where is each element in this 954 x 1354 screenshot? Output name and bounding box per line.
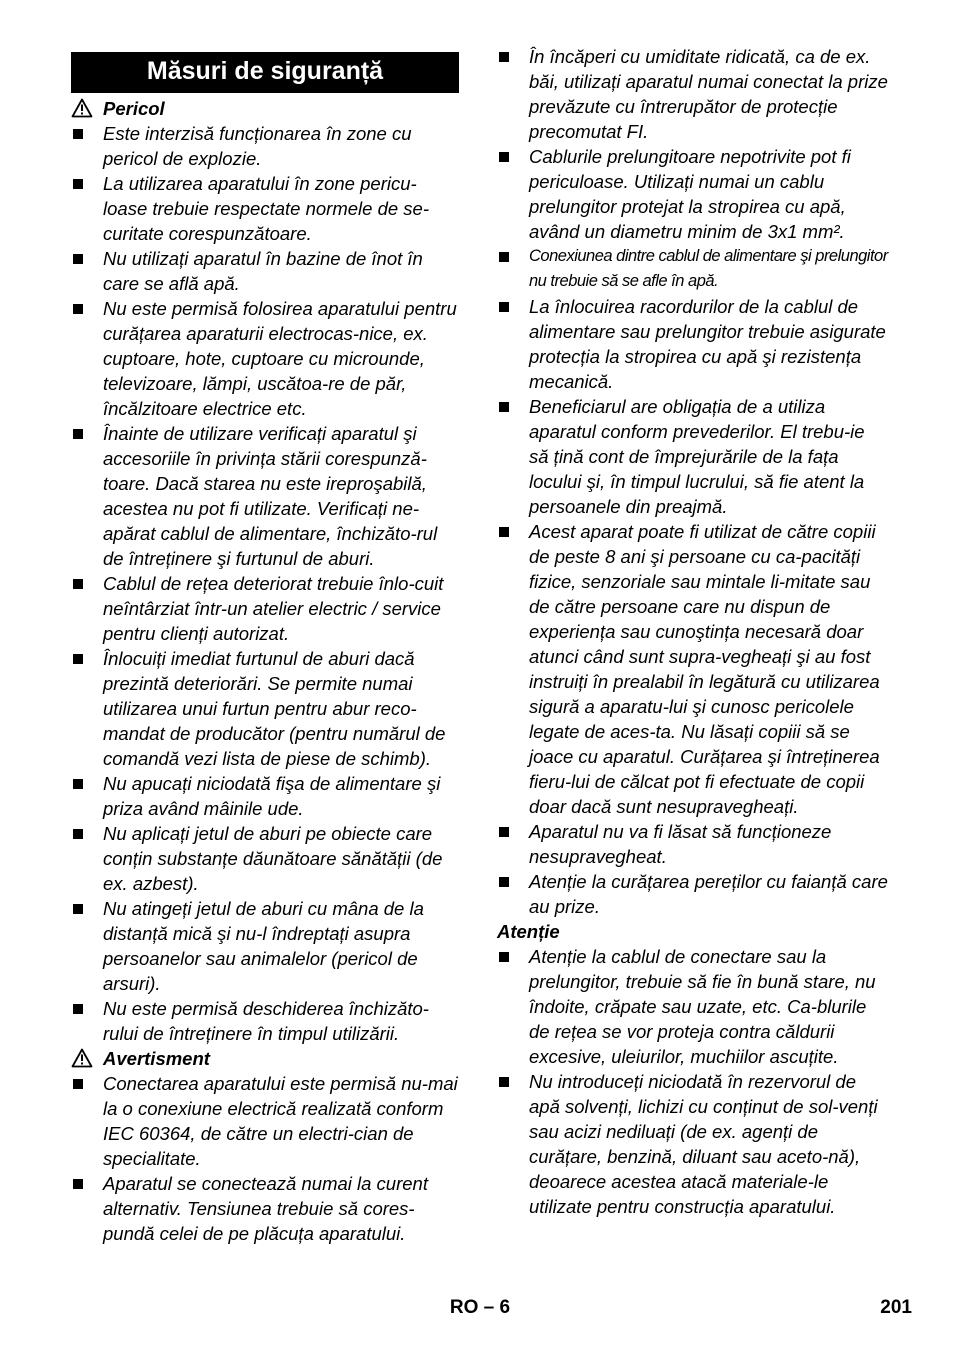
list-item: La utilizarea aparatului în zone pericu-loase trebuie respectate normele de se-curitate corespunzătoare.: [71, 171, 459, 246]
bullet-icon: [499, 252, 509, 262]
danger-heading-label: Pericol: [103, 98, 165, 119]
caution-heading-label: Atenție: [497, 921, 560, 942]
list-item: Aparatul se conectează numai la curent alternativ. Tensiunea trebuie să cores-pundă celei de pe plăcuța aparatului.: [71, 1171, 459, 1246]
bullet-icon: [73, 579, 83, 589]
bullet-icon: [73, 904, 83, 914]
caution-list: [497, 944, 889, 1219]
list-item: Atenție la curățarea pereților cu faianță care au prize.: [497, 869, 889, 919]
bullet-icon: [499, 302, 509, 312]
bullet-icon: [499, 827, 509, 837]
bullet-icon: [499, 402, 509, 412]
bullet-icon: [499, 877, 509, 887]
list-item: Nu este permisă deschiderea închizăto-rului de întreținere în timpul utilizării.: [71, 996, 459, 1046]
bullet-icon: [73, 1004, 83, 1014]
footer-page-number: 201: [880, 1297, 912, 1318]
bullet-icon: [73, 1079, 83, 1089]
bullet-icon: [73, 829, 83, 839]
bullet-icon: [73, 779, 83, 789]
list-item: Înainte de utilizare verificați aparatul şi accesoriile în privința stării corespunză-toare. Dacă starea nu este ireproşabilă, acestea nu pot fi utilizate. Verificați ne-apărat cablul de alimentare, închizăto-rul de întreținere şi furtunul de aburi.: [71, 421, 459, 571]
list-item: Acest aparat poate fi utilizat de către copiii de peste 8 ani şi persoane cu ca-pacități fizice, senzoriale sau mintale li-mitate sau de către persoane care nu dispun de experiența sau cunoştința necesară doar atunci când sunt supra-vegheați şi au fost instruiți în prealabil în legătură cu utilizarea sigură a aparatu-lui şi cunosc pericolele legate de aces-ta. Nu lăsați copiii să se joace cu aparatul. Curățarea şi întreținerea fieru-lui de călcat pot fi efectuate de copii doar dacă sunt nesupravegheați.: [497, 519, 889, 819]
list-item: La înlocuirea racordurilor de la cablul de alimentare sau prelungitor trebuie asigurate protecția la stropirea cu apă şi rezistența mecanică.: [497, 294, 889, 394]
list-item: Nu apucați niciodată fişa de alimentare şi priza având mâinile ude.: [71, 771, 459, 821]
list-item: Conectarea aparatului este permisă nu-mai la o conexiune electrică realizată conform IEC 60364, de către un electri-cian de specialitate.: [71, 1071, 459, 1171]
page-title: Măsuri de siguranță: [71, 52, 459, 93]
right-column: [497, 44, 889, 1219]
warning-list: [71, 1071, 459, 1246]
warning-triangle-icon: [71, 1048, 93, 1070]
bullet-icon: [499, 527, 509, 537]
bullet-icon: [73, 1179, 83, 1189]
list-item: Înlocuiți imediat furtunul de aburi dacă prezintă deteriorări. Se permite numai utilizarea unui furtun pentru abur reco-mandat de producător (pentru numărul de comandă vezi lista de piese de schimb).: [71, 646, 459, 771]
list-item: Nu introduceți niciodată în rezervorul de apă solvenți, lichizi cu conținut de sol-venți sau acizi nediluați (de ex. agenți de curățare, benzină, diluant sau aceto-nă), deoarece acestea atacă materiale-le utilizate pentru construcția aparatului.: [497, 1069, 889, 1219]
bullet-icon: [499, 52, 509, 62]
list-item: Cablul de rețea deteriorat trebuie înlo-cuit neîntârziat într-un atelier electric / service pentru clienți autorizat.: [71, 571, 459, 646]
list-item: Nu aplicați jetul de aburi pe obiecte care conțin substanțe dăunătoare sănătății (de ex. azbest).: [71, 821, 459, 896]
bullet-icon: [73, 129, 83, 139]
bullet-icon: [499, 152, 509, 162]
bullet-icon: [73, 254, 83, 264]
bullet-icon: [499, 952, 509, 962]
list-item: Este interzisă funcționarea în zone cu pericol de explozie.: [71, 121, 459, 171]
list-item: Conexiunea dintre cablul de alimentare şi prelungitor nu trebuie să se afle în apă.: [497, 244, 889, 294]
bullet-icon: [73, 654, 83, 664]
bullet-icon: [73, 179, 83, 189]
warning-triangle-icon: [71, 98, 93, 120]
footer-page-label: RO – 6: [449, 1297, 511, 1318]
list-item: Atenție la cablul de conectare sau la prelungitor, trebuie să fie în bună stare, nu îndoite, crăpate sau uzate, etc. Ca-blurile de rețea se vor proteja contra căldurii excesive, uleiurilor, muchiilor ascuțite.: [497, 944, 889, 1069]
caution-heading: [497, 919, 889, 944]
danger-heading: [71, 96, 459, 121]
bullet-icon: [73, 429, 83, 439]
bullet-icon: [499, 1077, 509, 1087]
bullet-icon: [73, 304, 83, 314]
warning-heading-label: Avertisment: [103, 1048, 210, 1069]
list-item: Nu este permisă folosirea aparatului pentru curățarea aparaturii electrocas-nice, ex. cuptoare, hote, cuptoare cu microunde, televizoare, lămpi, uscătoa-re de păr, încălzitoare electrice etc.: [71, 296, 459, 421]
list-item: Cablurile prelungitoare nepotrivite pot fi periculoase. Utilizați numai un cablu prelungitor protejat la stropirea cu apă, având un diametru minim de 3x1 mm².: [497, 144, 889, 244]
list-item: Beneficiarul are obligația de a utiliza aparatul conform prevederilor. El trebu-ie să țină cont de împrejurările de la fața locului şi, în timpul lucrului, să fie atent la persoanele din preajmă.: [497, 394, 889, 519]
left-column: [71, 44, 459, 1246]
safety-list: [497, 44, 889, 919]
list-item: În încăperi cu umiditate ridicată, ca de ex. băi, utilizați aparatul numai conectat la prize prevăzute cu întrerupător de protecție precomutat FI.: [497, 44, 889, 144]
list-item: Aparatul nu va fi lăsat să funcționeze nesupravegheat.: [497, 819, 889, 869]
danger-list: [71, 121, 459, 1046]
warning-heading: [71, 1046, 459, 1071]
list-item: Nu atingeți jetul de aburi cu mâna de la distanță mică şi nu-l îndreptați asupra persoanelor sau animalelor (pericol de arsuri).: [71, 896, 459, 996]
list-item: Nu utilizați aparatul în bazine de înot în care se află apă.: [71, 246, 459, 296]
